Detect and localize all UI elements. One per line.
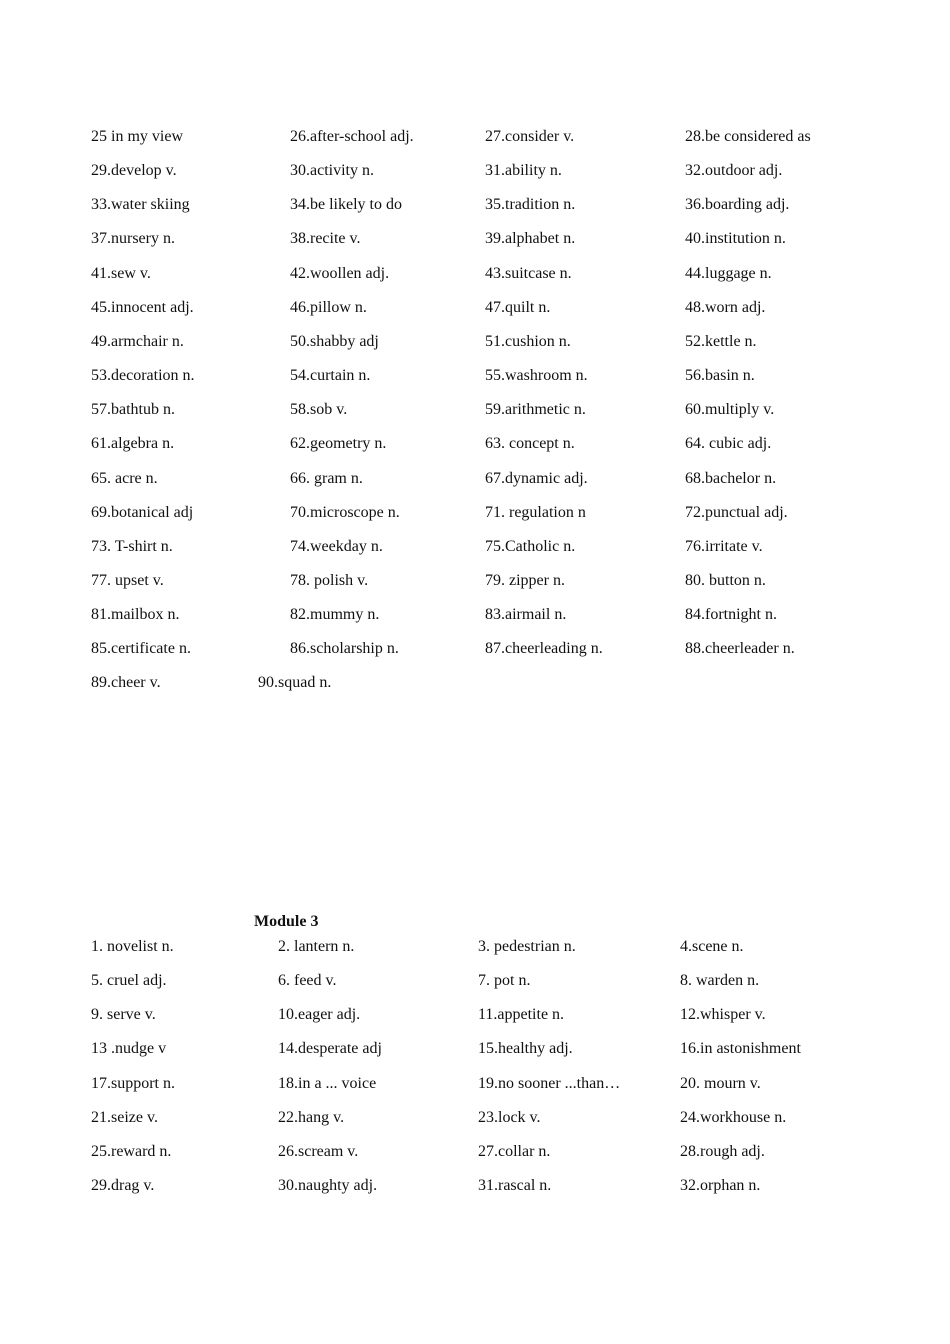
vocab-entry: 12.whisper v.: [680, 1006, 766, 1024]
vocab-entry: 80. button n.: [685, 571, 766, 589]
vocab-row: [0, 1108, 950, 1134]
vocab-entry: 57.bathtub n.: [91, 401, 175, 419]
vocab-row: [0, 537, 950, 563]
vocab-entry: 5. cruel adj.: [91, 972, 167, 990]
vocab-entry: 89.cheer v.: [91, 674, 161, 691]
vocab-entry: 62.geometry n.: [290, 435, 387, 453]
vocab-entry: 52.kettle n.: [685, 332, 757, 350]
vocab-entry: 35.tradition n.: [485, 196, 576, 214]
vocab-entry: 64. cubic adj.: [685, 435, 772, 453]
vocab-entry: 45.innocent adj.: [91, 298, 194, 316]
vocab-entry: 47.quilt n.: [485, 298, 551, 316]
vocab-entry: 2. lantern n.: [278, 938, 355, 955]
vocab-entry: 75.Catholic n.: [485, 537, 576, 555]
vocab-entry: 27.consider v.: [485, 128, 575, 145]
module-3-heading: Module 3: [254, 913, 319, 930]
vocab-entry: 53.decoration n.: [91, 367, 195, 385]
vocab-entry: 11.appetite n.: [478, 1006, 565, 1024]
vocab-row: [0, 332, 950, 358]
vocab-entry: 85.certificate n.: [91, 640, 191, 658]
vocab-entry: 27.collar n.: [478, 1142, 551, 1160]
vocab-entry: 13 .nudge v: [91, 1040, 167, 1058]
vocab-entry: 22.hang v.: [278, 1108, 345, 1126]
vocab-row: [0, 605, 950, 631]
vocab-row: [0, 434, 950, 460]
vocab-entry: 34.be likely to do: [290, 196, 402, 214]
vocab-entry: 69.botanical adj: [91, 503, 194, 521]
vocab-entry: 31.ability n.: [485, 162, 562, 180]
vocab-entry: 18.in a ... voice: [278, 1074, 377, 1092]
vocab-row: [0, 1074, 950, 1100]
vocab-entry: 67.dynamic adj.: [485, 469, 588, 487]
vocab-entry: 54.curtain n.: [290, 367, 371, 385]
vocab-row: [0, 264, 950, 290]
vocab-entry: 1. novelist n.: [91, 938, 174, 955]
vocab-entry: 41.sew v.: [91, 264, 151, 282]
vocab-row: [0, 503, 950, 529]
vocab-entry: 30.naughty adj.: [278, 1177, 378, 1195]
vocab-entry: 3. pedestrian n.: [478, 938, 576, 955]
vocab-entry: 81.mailbox n.: [91, 606, 180, 624]
vocab-entry: 59.arithmetic n.: [485, 401, 586, 419]
vocab-entry: 32.outdoor adj.: [685, 162, 783, 180]
vocab-entry: 33.water skiing: [91, 196, 190, 214]
vocab-entry: 58.sob v.: [290, 401, 348, 419]
vocab-entry: 38.recite v.: [290, 230, 361, 248]
vocab-entry: 76.irritate v.: [685, 537, 763, 555]
vocab-entry: 32.orphan n.: [680, 1177, 761, 1195]
vocab-row: [0, 366, 950, 392]
vocab-entry: 55.washroom n.: [485, 367, 588, 385]
vocab-entry: 40.institution n.: [685, 230, 786, 248]
vocab-entry: 28.be considered as: [685, 128, 811, 145]
vocab-row: [0, 1039, 950, 1065]
vocab-entry: 48.worn adj.: [685, 298, 766, 316]
vocab-entry: 87.cheerleading n.: [485, 640, 603, 658]
vocab-entry: 29.drag v.: [91, 1177, 155, 1195]
vocab-entry: 46.pillow n.: [290, 298, 367, 316]
vocab-entry: 30.activity n.: [290, 162, 374, 180]
vocab-entry: 77. upset v.: [91, 571, 164, 589]
vocab-entry: 66. gram n.: [290, 469, 363, 487]
vocab-row: [0, 469, 950, 495]
vocab-entry: 6. feed v.: [278, 972, 337, 990]
vocab-entry: 9. serve v.: [91, 1006, 156, 1024]
vocab-entry: 4.scene n.: [680, 938, 744, 955]
vocab-entry: 24.workhouse n.: [680, 1108, 787, 1126]
vocab-row: [0, 298, 950, 324]
vocab-entry: 21.seize v.: [91, 1108, 158, 1126]
vocab-entry: 63. concept n.: [485, 435, 575, 453]
vocab-entry: 17.support n.: [91, 1074, 175, 1092]
vocab-entry: 86.scholarship n.: [290, 640, 399, 658]
vocab-entry: 20. mourn v.: [680, 1074, 761, 1092]
vocab-entry: 73. T-shirt n.: [91, 537, 173, 555]
vocab-entry: 70.microscope n.: [290, 503, 400, 521]
vocab-entry: 82.mummy n.: [290, 606, 380, 624]
vocab-row: [0, 1005, 950, 1031]
vocab-entry: 90.squad n.: [258, 674, 332, 691]
vocab-entry: 25.reward n.: [91, 1142, 172, 1160]
vocab-entry: 88.cheerleader n.: [685, 640, 795, 658]
vocab-entry: 72.punctual adj.: [685, 503, 788, 521]
vocab-entry: 71. regulation n: [485, 503, 586, 521]
vocab-entry: 84.fortnight n.: [685, 606, 777, 624]
vocab-row: [0, 571, 950, 597]
vocab-entry: 19.no sooner ...than…: [478, 1074, 621, 1092]
vocab-entry: 65. acre n.: [91, 469, 158, 487]
vocab-entry: 49.armchair n.: [91, 332, 184, 350]
vocab-entry: 50.shabby adj: [290, 332, 379, 350]
vocab-row: [0, 400, 950, 426]
vocab-entry: 39.alphabet n.: [485, 230, 576, 248]
vocab-entry: 60.multiply v.: [685, 401, 775, 419]
vocab-row: [0, 639, 950, 665]
vocab-entry: 16.in astonishment: [680, 1040, 801, 1058]
vocab-entry: 68.bachelor n.: [685, 469, 777, 487]
vocab-entry: 29.develop v.: [91, 162, 177, 180]
vocab-entry: 56.basin n.: [685, 367, 755, 385]
vocab-row: [0, 1176, 950, 1202]
vocab-entry: 7. pot n.: [478, 972, 531, 990]
vocab-row: [0, 127, 950, 153]
vocab-entry: 14.desperate adj: [278, 1040, 382, 1058]
vocab-entry: 74.weekday n.: [290, 537, 383, 555]
vocab-entry: 10.eager adj.: [278, 1006, 361, 1024]
vocab-entry: 42.woollen adj.: [290, 264, 390, 282]
vocab-entry: 44.luggage n.: [685, 264, 772, 282]
vocab-entry: 25 in my view: [91, 128, 183, 145]
vocab-entry: 15.healthy adj.: [478, 1040, 573, 1058]
vocab-row: [0, 229, 950, 255]
vocab-row: [0, 1142, 950, 1168]
vocab-entry: 51.cushion n.: [485, 332, 571, 350]
vocab-entry: 83.airmail n.: [485, 606, 567, 624]
vocab-entry: 78. polish v.: [290, 571, 369, 589]
vocab-entry: 31.rascal n.: [478, 1177, 552, 1195]
vocab-row: [0, 937, 950, 963]
vocab-entry: 28.rough adj.: [680, 1142, 765, 1160]
vocab-entry: 36.boarding adj.: [685, 196, 790, 214]
vocab-entry: 79. zipper n.: [485, 571, 565, 589]
vocab-row: [0, 195, 950, 221]
vocab-entry: 8. warden n.: [680, 972, 760, 990]
vocab-entry: 61.algebra n.: [91, 435, 175, 453]
vocab-entry: 26.scream v.: [278, 1142, 359, 1160]
vocab-entry: 37.nursery n.: [91, 230, 175, 248]
vocab-entry: 43.suitcase n.: [485, 264, 572, 282]
vocab-entry: 26.after-school adj.: [290, 128, 414, 145]
vocab-entry: 23.lock v.: [478, 1108, 541, 1126]
vocab-row: [0, 971, 950, 997]
vocab-row: [0, 161, 950, 187]
vocab-row-last: [0, 673, 950, 699]
